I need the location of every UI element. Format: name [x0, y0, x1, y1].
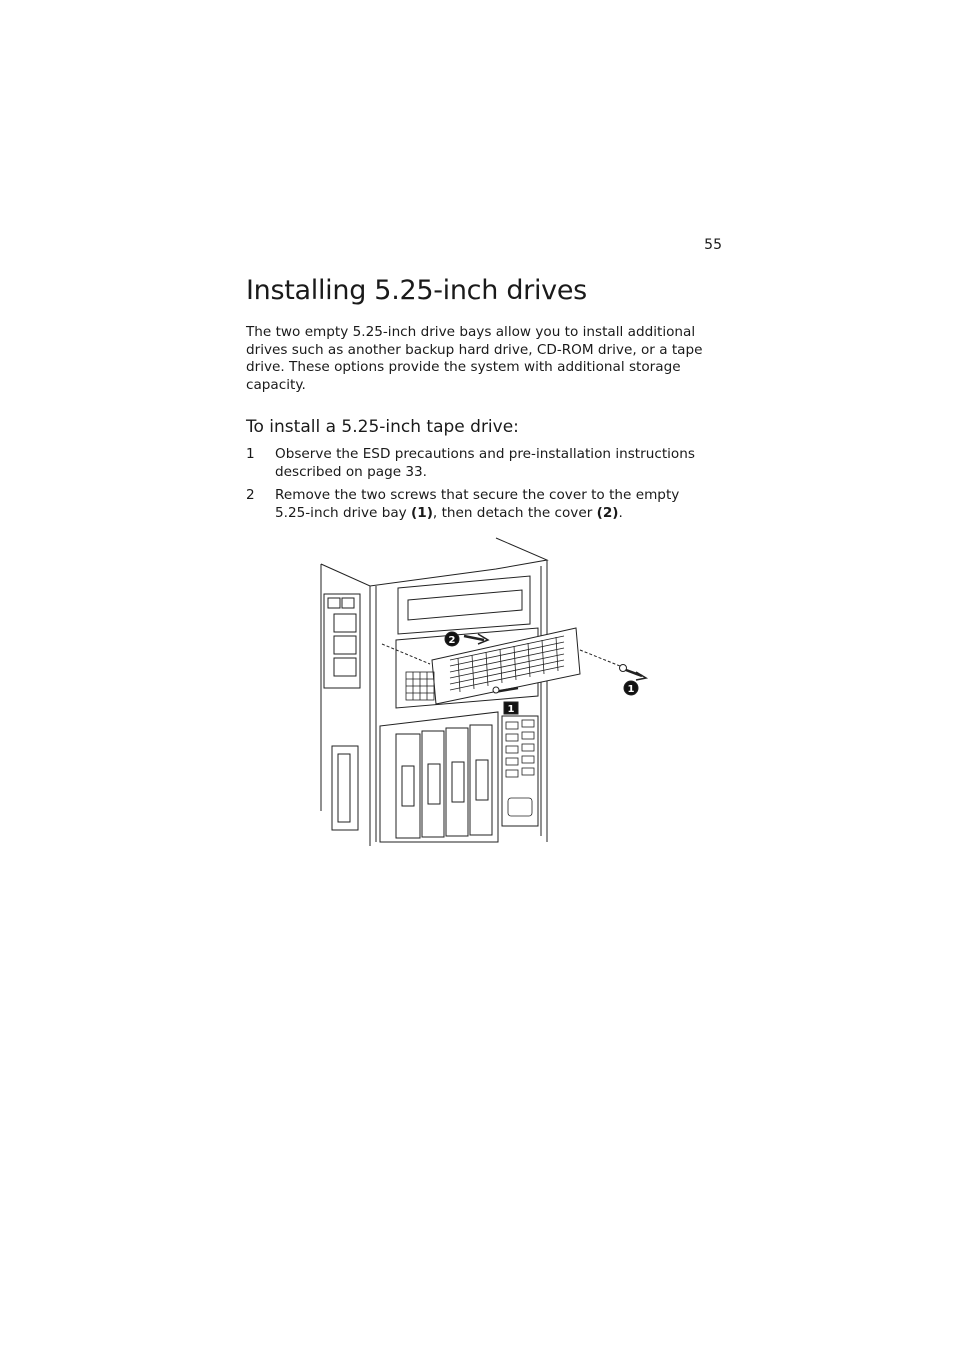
- intro-paragraph: The two empty 5.25-inch drive bays allow you to install additional drives such as another backup hard drive, CD-ROM drive, or a tape drive. These options provide the system with additional storage capacity.: [246, 324, 703, 393]
- step-text: [275, 487, 679, 521]
- step-text-part: .: [618, 504, 623, 521]
- step-number: 2: [246, 487, 255, 504]
- step-text-part: , then detach the cover: [432, 504, 597, 521]
- step-2: [246, 487, 716, 522]
- page-title: Installing 5.25-inch drives: [246, 275, 587, 306]
- procedure-steps: [246, 446, 716, 528]
- page-number: 55: [704, 237, 722, 253]
- callout-2: 2: [448, 635, 456, 646]
- step-text: Observe the ESD precautions and pre-installation instructions described on page 33.: [275, 446, 695, 480]
- drive-bay-illustration: [318, 536, 652, 846]
- step-number: 1: [246, 446, 255, 462]
- callout-ref-2: (2): [596, 504, 619, 521]
- callout-1-inline: 1: [507, 704, 515, 715]
- step-1: [246, 446, 716, 481]
- step-text-part: Remove the two screws that secure the cover to the empty 5.25-inch drive bay: [275, 487, 680, 521]
- callout-ref-1: (1): [411, 504, 433, 521]
- procedure-heading: To install a 5.25-inch tape drive:: [246, 417, 519, 437]
- callout-1: 1: [627, 684, 635, 695]
